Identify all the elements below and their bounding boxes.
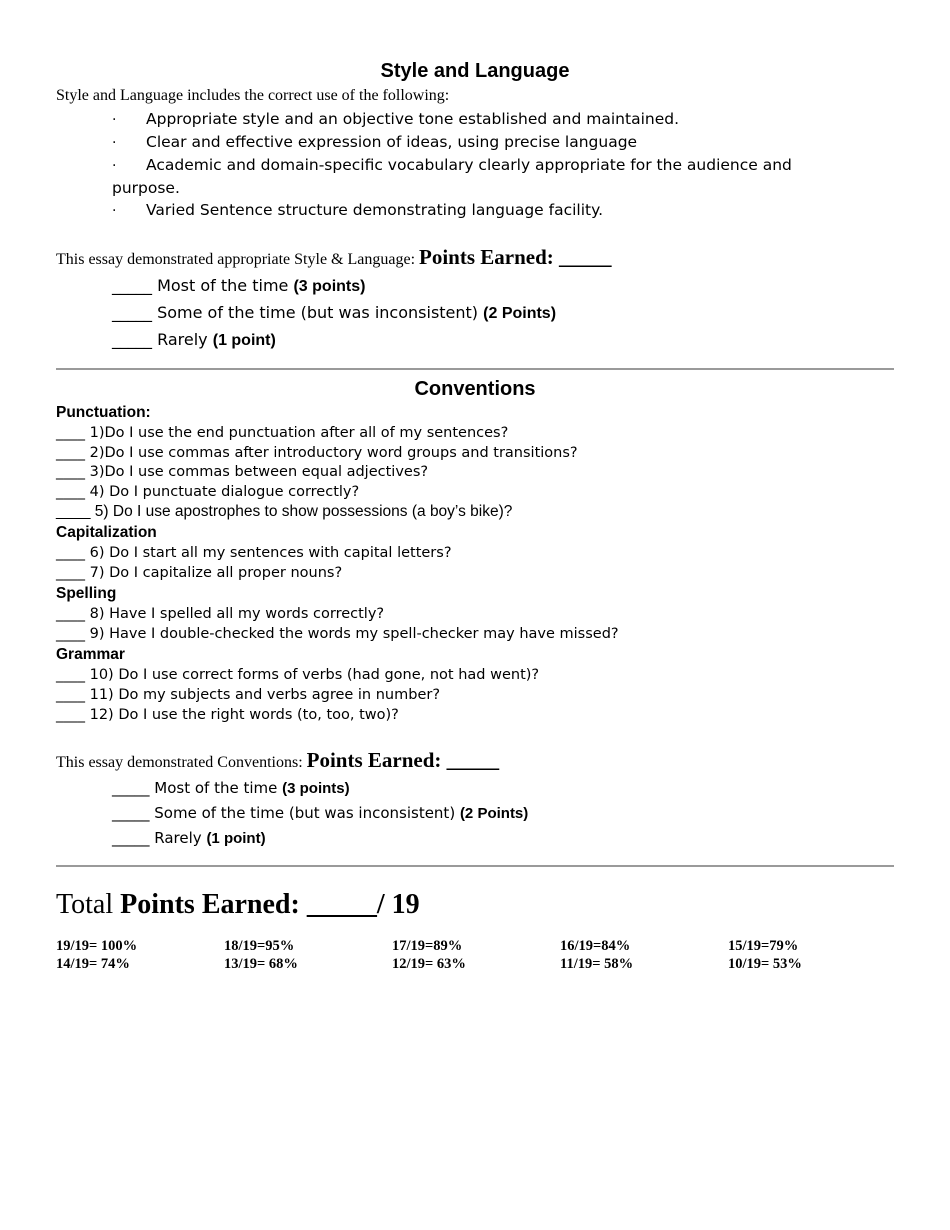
style-option-most: _____ Most of the time (3 points) [112,276,366,295]
list-item: · Academic and domain-specific vocabulary clearly appropriate for the audience and purpose. [112,156,792,197]
style-options [112,273,894,354]
checklist-item: ____ 8) Have I spelled all my words correctly? [56,606,385,623]
grade-cell: 16/19=84% [560,938,631,955]
conventions-points-earned: This essay demonstrated Conventions: Points Earned: _____ [56,748,500,773]
total-points-earned: Total Points Earned: _____/ 19 [56,889,420,921]
grade-cell: 12/19= 63% [392,956,466,973]
style-criteria-list [112,108,812,222]
checklist-item: ____ 1)Do I use the end punctuation after all of my sentences? [56,425,509,441]
style-points-earned: This essay demonstrated appropriate Style & Language: Points Earned: _____ [56,245,612,269]
grade-cell: 10/19= 53% [728,956,802,973]
list-item: · Varied Sentence structure demonstrating language facility. [112,199,812,222]
bullet-icon: · [112,203,117,219]
checklist-item: ____ 12) Do I use the right words (to, too, two)? [56,706,399,723]
grade-cell: 14/19= 74% [56,956,130,973]
checklist-item: ____ 7) Do I capitalize all proper nouns? [56,564,343,581]
style-option-some: _____ Some of the time (but was inconsistent) (2 Points) [112,303,557,322]
checklist-item: ____ 9) Have I double-checked the words my spell-checker may have missed? [56,625,619,642]
spelling-heading: Spelling [56,585,117,603]
style-option-rarely: _____ Rarely (1 point) [112,330,276,349]
conventions-option-most: _____ Most of the time (3 points) [112,779,350,798]
conventions-section-title: Conventions [414,378,536,400]
grade-cell: 15/19=79% [728,938,799,955]
capitalization-heading: Capitalization [56,523,157,541]
grade-cell: 11/19= 58% [560,956,634,973]
section-divider [56,865,894,867]
grade-cell: 13/19= 68% [224,956,298,973]
grade-cell: 19/19= 100% [56,938,138,955]
rubric-page [56,58,894,973]
section-divider [56,368,894,370]
bullet-icon: · [112,158,117,174]
conventions-option-some: _____ Some of the time (but was inconsistent) (2 Points) [112,804,529,823]
list-item: · Clear and effective expression of ideas, using precise language [112,131,812,154]
grammar-heading: Grammar [56,646,125,664]
checklist-item: ____ 6) Do I start all my sentences with capital letters? [56,544,452,561]
style-section-title: Style and Language [380,60,570,82]
checklist-item: ____ 5) Do I use apostrophes to show possessions (a boy’s bike)? [56,503,513,521]
conventions-options [112,776,894,851]
checklist-item: ____ 3)Do I use commas between equal adjectives? [56,464,429,481]
style-intro: Style and Language includes the correct use of the following: [56,87,450,104]
list-item: · Appropriate style and an objective tone established and maintained. [112,108,812,131]
punctuation-heading: Punctuation: [56,404,151,421]
checklist-item: ____ 4) Do I punctuate dialogue correctly? [56,483,360,500]
grade-conversion-table [56,937,894,973]
bullet-icon: · [112,135,117,151]
grade-cell: 18/19=95% [224,938,295,955]
checklist-item: ____ 11) Do my subjects and verbs agree in number? [56,686,441,703]
conventions-option-rarely: _____ Rarely (1 point) [112,829,266,848]
checklist-item: ____ 2)Do I use commas after introductory word groups and transitions? [56,444,578,461]
grade-cell: 17/19=89% [392,938,463,955]
bullet-icon: · [112,112,117,128]
checklist-item: ____ 10) Do I use correct forms of verbs (had gone, not had went)? [56,667,540,684]
